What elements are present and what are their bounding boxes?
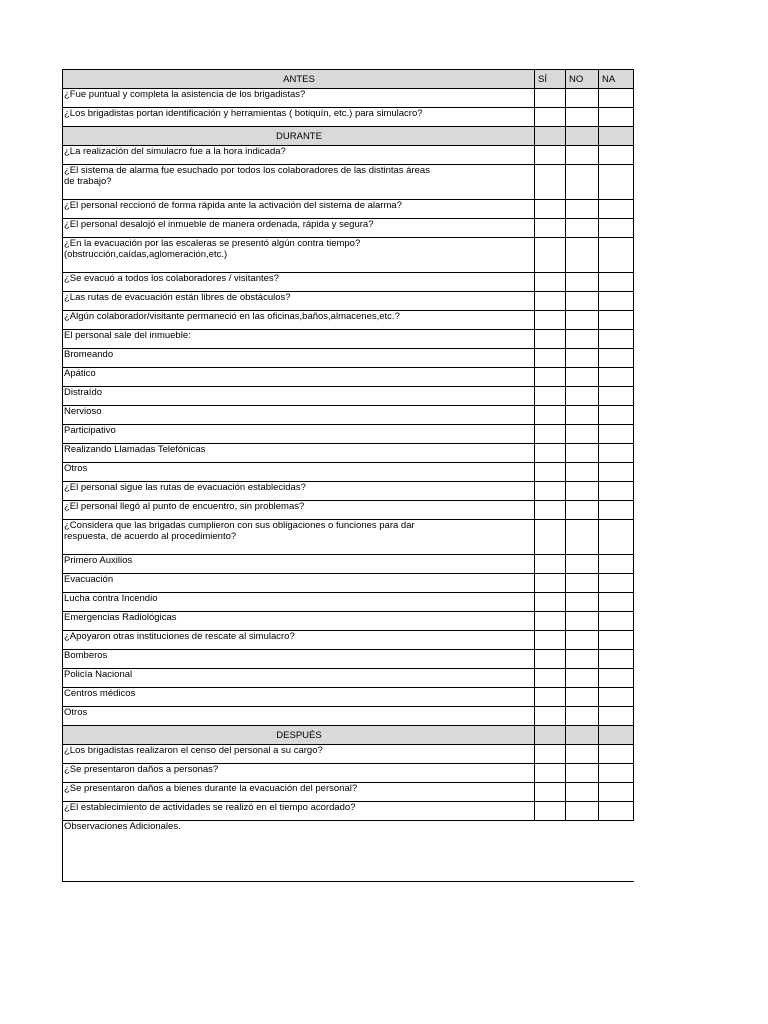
- answer-cell-si[interactable]: [535, 574, 566, 593]
- question-cell: Lucha contra Incendio: [63, 593, 535, 612]
- section-header-cell: [566, 726, 599, 745]
- answer-cell-no[interactable]: [566, 425, 599, 444]
- answer-cell-na[interactable]: [599, 349, 634, 368]
- answer-cell-no[interactable]: [566, 292, 599, 311]
- answer-cell-na[interactable]: [599, 482, 634, 501]
- checklist-row: [63, 688, 634, 707]
- answer-cell-na[interactable]: [599, 764, 634, 783]
- answer-cell-si[interactable]: [535, 463, 566, 482]
- question-cell: Emergencias Radiológicas: [63, 612, 535, 631]
- answer-cell-na[interactable]: [599, 802, 634, 821]
- checklist-row: [63, 612, 634, 631]
- checklist-row: [63, 406, 634, 425]
- observations-cell[interactable]: [63, 821, 634, 882]
- answer-cell-si[interactable]: [535, 292, 566, 311]
- answer-cell-si[interactable]: [535, 425, 566, 444]
- answer-cell-na[interactable]: [599, 273, 634, 292]
- observations-row: [63, 821, 634, 882]
- answer-cell-no[interactable]: [566, 146, 599, 165]
- question-cell: Realizando Llamadas Telefónicas: [63, 444, 535, 463]
- checklist-row: [63, 146, 634, 165]
- question-cell: ¿En la evacuación por las escaleras se presentó algún contra tiempo? (obstrucción,caídas,aglomeración,etc.): [63, 238, 535, 273]
- question-cell: Participativo: [63, 425, 535, 444]
- answer-cell-no[interactable]: [566, 612, 599, 631]
- question-cell: Otros: [63, 463, 535, 482]
- checklist-row: [63, 444, 634, 463]
- answer-cell-na[interactable]: [599, 89, 634, 108]
- answer-cell-no[interactable]: [566, 330, 599, 349]
- answer-cell-no[interactable]: [566, 574, 599, 593]
- answer-cell-si[interactable]: [535, 555, 566, 574]
- answer-cell-si[interactable]: [535, 330, 566, 349]
- answer-cell-si[interactable]: [535, 802, 566, 821]
- answer-cell-na[interactable]: [599, 745, 634, 764]
- answer-cell-no[interactable]: [566, 783, 599, 802]
- section-header-después: [63, 726, 634, 745]
- answer-cell-si[interactable]: [535, 745, 566, 764]
- answer-cell-no[interactable]: [566, 238, 599, 273]
- answer-cell-si[interactable]: [535, 108, 566, 127]
- answer-cell-no[interactable]: [566, 482, 599, 501]
- answer-cell-si[interactable]: [535, 783, 566, 802]
- answer-cell-si[interactable]: [535, 368, 566, 387]
- answer-cell-na[interactable]: [599, 238, 634, 273]
- answer-cell-na[interactable]: [599, 650, 634, 669]
- checklist-row: [63, 802, 634, 821]
- answer-cell-no[interactable]: [566, 669, 599, 688]
- answer-cell-no[interactable]: [566, 463, 599, 482]
- checklist-row: [63, 273, 634, 292]
- answer-cell-si[interactable]: [535, 482, 566, 501]
- answer-cell-no[interactable]: [566, 444, 599, 463]
- answer-cell-na[interactable]: [599, 574, 634, 593]
- section-header-durante: [63, 127, 634, 146]
- checklist-row: [63, 745, 634, 764]
- answer-cell-na[interactable]: [599, 387, 634, 406]
- answer-cell-na[interactable]: [599, 463, 634, 482]
- answer-cell-si[interactable]: [535, 238, 566, 273]
- answer-cell-na[interactable]: [599, 330, 634, 349]
- answer-cell-si[interactable]: [535, 219, 566, 238]
- checklist-row: [63, 631, 634, 650]
- question-cell: ¿Se presentaron daños a bienes durante la evacuación del personal?: [63, 783, 535, 802]
- answer-cell-no[interactable]: [566, 631, 599, 650]
- answer-cell-no[interactable]: [566, 311, 599, 330]
- answer-cell-na[interactable]: [599, 146, 634, 165]
- question-cell: Policía Nacional: [63, 669, 535, 688]
- question-cell: ¿El establecimiento de actividades se realizó en el tiempo acordado?: [63, 802, 535, 821]
- checklist-row: [63, 311, 634, 330]
- checklist-row: [63, 482, 634, 501]
- question-cell: ¿Algún colaborador/visitante permaneció en las oficinas,baños,almacenes,etc.?: [63, 311, 535, 330]
- answer-cell-no[interactable]: [566, 650, 599, 669]
- answer-cell-na[interactable]: [599, 555, 634, 574]
- checklist-row: [63, 238, 634, 273]
- section-header-cell: [599, 726, 634, 745]
- answer-cell-si[interactable]: [535, 612, 566, 631]
- answer-cell-no[interactable]: [566, 406, 599, 425]
- answer-cell-si[interactable]: [535, 165, 566, 200]
- checklist-row: [63, 707, 634, 726]
- checklist-row: [63, 764, 634, 783]
- answer-cell-na[interactable]: [599, 783, 634, 802]
- column-header-no: NO: [566, 70, 599, 89]
- question-cell: ¿El personal llegó al punto de encuentro, sin problemas?: [63, 501, 535, 520]
- answer-cell-na[interactable]: [599, 311, 634, 330]
- answer-cell-no[interactable]: [566, 764, 599, 783]
- checklist-row: [63, 200, 634, 219]
- answer-cell-no[interactable]: [566, 108, 599, 127]
- answer-cell-na[interactable]: [599, 108, 634, 127]
- question-cell: Bomberos: [63, 650, 535, 669]
- section-title: ANTES: [63, 70, 535, 89]
- answer-cell-na[interactable]: [599, 165, 634, 200]
- answer-cell-na[interactable]: [599, 368, 634, 387]
- answer-cell-na[interactable]: [599, 669, 634, 688]
- question-cell: ¿Los brigadistas realizaron el censo del personal a su cargo?: [63, 745, 535, 764]
- section-title: DURANTE: [63, 127, 535, 146]
- answer-cell-si[interactable]: [535, 520, 566, 555]
- checklist-row: [63, 89, 634, 108]
- column-header-si: SÍ: [535, 70, 566, 89]
- checklist-row: [63, 368, 634, 387]
- checklist-row: [63, 669, 634, 688]
- question-cell: Centros médicos: [63, 688, 535, 707]
- checklist-row: [63, 783, 634, 802]
- checklist-row: [63, 501, 634, 520]
- question-cell: Evacuación: [63, 574, 535, 593]
- question-cell: ¿El sistema de alarma fue esuchado por todos los colaboradores de las distintas áreas de trabajo?: [63, 165, 535, 200]
- question-cell: Apático: [63, 368, 535, 387]
- question-cell: ¿Fue puntual y completa la asistencia de los brigadistas?: [63, 89, 535, 108]
- section-header-cell: [566, 127, 599, 146]
- answer-cell-no[interactable]: [566, 368, 599, 387]
- answer-cell-si[interactable]: [535, 89, 566, 108]
- answer-cell-na[interactable]: [599, 444, 634, 463]
- question-cell: Bromeando: [63, 349, 535, 368]
- answer-cell-no[interactable]: [566, 387, 599, 406]
- checklist-row: [63, 463, 634, 482]
- section-title: DESPUÉS: [63, 726, 535, 745]
- question-cell: ¿El personal sigue las rutas de evacuación establecidas?: [63, 482, 535, 501]
- checklist-row: [63, 574, 634, 593]
- answer-cell-si[interactable]: [535, 593, 566, 612]
- checklist-row: [63, 165, 634, 200]
- question-cell: Otros: [63, 707, 535, 726]
- section-header-cell: [599, 127, 634, 146]
- answer-cell-na[interactable]: [599, 688, 634, 707]
- question-cell: ¿Apoyaron otras instituciones de rescate al simulacro?: [63, 631, 535, 650]
- answer-cell-no[interactable]: [566, 520, 599, 555]
- answer-cell-si[interactable]: [535, 707, 566, 726]
- answer-cell-no[interactable]: [566, 89, 599, 108]
- answer-cell-no[interactable]: [566, 200, 599, 219]
- answer-cell-si[interactable]: [535, 444, 566, 463]
- observations-label: Observaciones Adicionales.: [64, 821, 181, 832]
- question-cell: ¿La realización del simulacro fue a la hora indicada?: [63, 146, 535, 165]
- checklist-row: [63, 593, 634, 612]
- answer-cell-no[interactable]: [566, 593, 599, 612]
- checklist-row: [63, 425, 634, 444]
- checklist-sheet: [62, 69, 633, 882]
- checklist-table: [62, 69, 634, 882]
- question-cell: ¿El personal reccionó de forma rápida ante la activación del sistema de alarma?: [63, 200, 535, 219]
- answer-cell-si[interactable]: [535, 200, 566, 219]
- answer-cell-no[interactable]: [566, 745, 599, 764]
- answer-cell-si[interactable]: [535, 273, 566, 292]
- checklist-row: [63, 330, 634, 349]
- answer-cell-si[interactable]: [535, 349, 566, 368]
- answer-cell-si[interactable]: [535, 311, 566, 330]
- answer-cell-no[interactable]: [566, 165, 599, 200]
- answer-cell-si[interactable]: [535, 387, 566, 406]
- answer-cell-na[interactable]: [599, 406, 634, 425]
- answer-cell-si[interactable]: [535, 688, 566, 707]
- checklist-row: [63, 387, 634, 406]
- answer-cell-na[interactable]: [599, 219, 634, 238]
- answer-cell-na[interactable]: [599, 707, 634, 726]
- question-cell: Nervioso: [63, 406, 535, 425]
- answer-cell-no[interactable]: [566, 219, 599, 238]
- answer-cell-na[interactable]: [599, 593, 634, 612]
- question-cell: ¿Los brigadistas portan identificación y herramientas ( botiquín, etc.) para simulacro?: [63, 108, 535, 127]
- answer-cell-si[interactable]: [535, 650, 566, 669]
- answer-cell-na[interactable]: [599, 631, 634, 650]
- answer-cell-na[interactable]: [599, 200, 634, 219]
- checklist-row: [63, 219, 634, 238]
- section-header-antes: [63, 70, 634, 89]
- checklist-row: [63, 292, 634, 311]
- section-header-cell: [535, 127, 566, 146]
- question-cell: ¿Se presentaron daños a personas?: [63, 764, 535, 783]
- answer-cell-si[interactable]: [535, 631, 566, 650]
- question-cell: ¿Considera que las brigadas cumplieron con sus obligaciones o funciones para dar respuesta, de acuerdo al procedimiento?: [63, 520, 535, 555]
- section-header-cell: [535, 726, 566, 745]
- answer-cell-no[interactable]: [566, 707, 599, 726]
- answer-cell-na[interactable]: [599, 501, 634, 520]
- answer-cell-si[interactable]: [535, 669, 566, 688]
- answer-cell-na[interactable]: [599, 292, 634, 311]
- answer-cell-na[interactable]: [599, 612, 634, 631]
- answer-cell-si[interactable]: [535, 146, 566, 165]
- answer-cell-no[interactable]: [566, 349, 599, 368]
- answer-cell-no[interactable]: [566, 802, 599, 821]
- question-cell: ¿Las rutas de evacuación están libres de obstáculos?: [63, 292, 535, 311]
- answer-cell-no[interactable]: [566, 555, 599, 574]
- answer-cell-si[interactable]: [535, 406, 566, 425]
- checklist-row: [63, 555, 634, 574]
- answer-cell-si[interactable]: [535, 501, 566, 520]
- answer-cell-no[interactable]: [566, 273, 599, 292]
- question-cell: ¿El personal desalojó el inmueble de manera ordenada, rápida y segura?: [63, 219, 535, 238]
- column-header-na: NA: [599, 70, 634, 89]
- answer-cell-no[interactable]: [566, 688, 599, 707]
- question-cell: El personal sale del inmueble:: [63, 330, 535, 349]
- question-cell: Primero Auxilios: [63, 555, 535, 574]
- checklist-body: [63, 70, 634, 821]
- answer-cell-si[interactable]: [535, 764, 566, 783]
- question-cell: Distraído: [63, 387, 535, 406]
- checklist-row: [63, 349, 634, 368]
- answer-cell-no[interactable]: [566, 501, 599, 520]
- checklist-row: [63, 520, 634, 555]
- question-cell: ¿Se evacuó a todos los colaboradores / visitantes?: [63, 273, 535, 292]
- answer-cell-na[interactable]: [599, 425, 634, 444]
- checklist-row: [63, 108, 634, 127]
- answer-cell-na[interactable]: [599, 520, 634, 555]
- checklist-row: [63, 650, 634, 669]
